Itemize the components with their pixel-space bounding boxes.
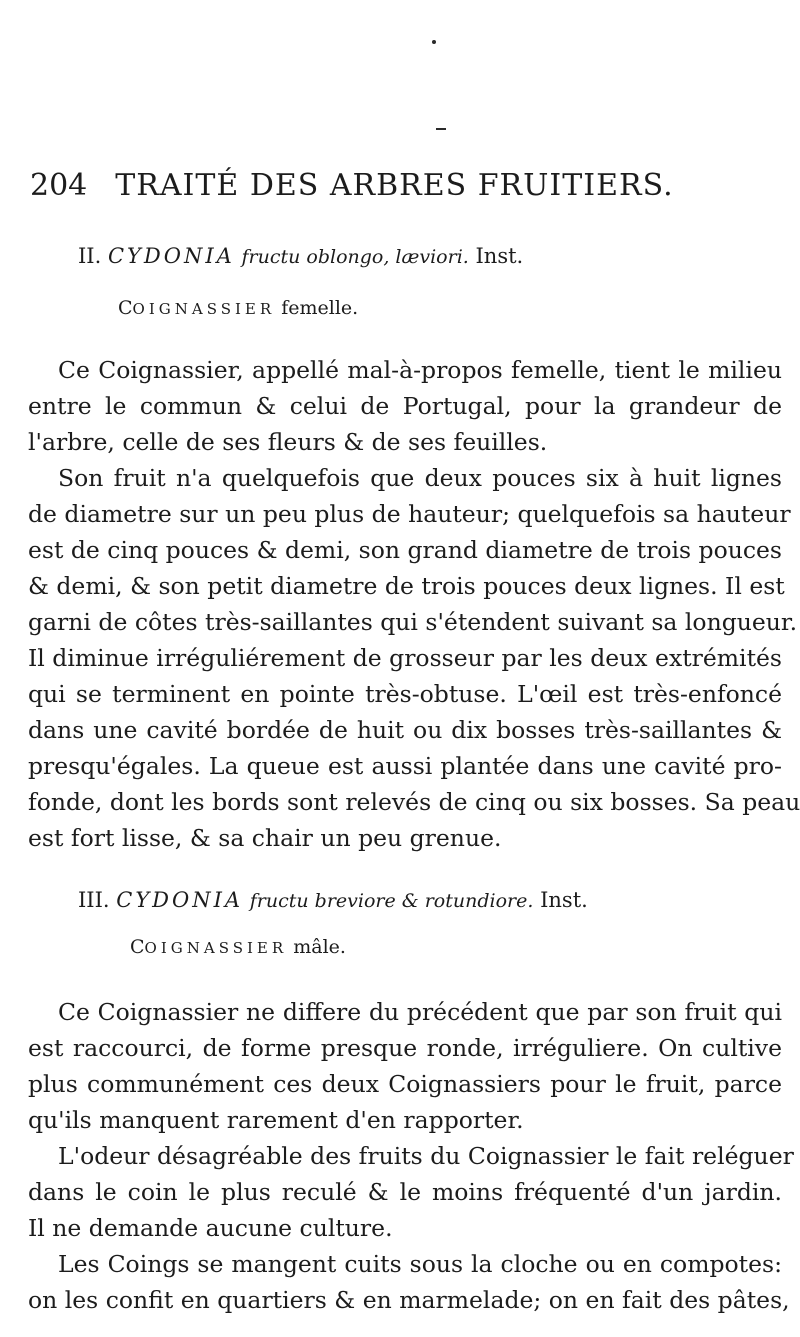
name-initial: C (118, 297, 133, 319)
text-line: L'odeur désagréable des fruits du Coignassier le fait reléguer (58, 1142, 794, 1170)
text-line: l'arbre, celle de ses fleurs & de ses feuilles. (28, 428, 548, 456)
common-name (130, 936, 346, 958)
name-suffix: mâle. (293, 936, 346, 958)
reference: Inst. (540, 888, 588, 912)
text-line: plus communément ces deux Coignassiers pour le fruit, parce (28, 1070, 782, 1098)
text-line: on les confit en quartiers & en marmelade; on en fait des pâtes, (28, 1286, 790, 1314)
text-line: est raccourci, de forme presque ronde, irréguliere. On cultive (28, 1034, 782, 1062)
paragraph (28, 1246, 790, 1318)
text-line: dans le coin le plus reculé & le moins fréquenté d'un jardin. (28, 1178, 782, 1206)
latin-genus: CYDONIA (107, 244, 235, 268)
text-line: qu'ils manquent rarement d'en rapporter. (28, 1106, 524, 1134)
page-number: 204 (30, 168, 88, 203)
latin-description: fructu breviore & rotundiore. (249, 890, 534, 912)
running-title: TRAITÉ DES ARBRES FRUITIERS. (115, 168, 674, 203)
entry-heading (78, 888, 588, 912)
paragraph (28, 352, 782, 460)
text-line: dans une cavité bordée de huit ou dix bosses très-saillantes & (28, 716, 782, 744)
name-suffix: femelle. (281, 297, 359, 319)
text-line: Son fruit n'a quelquefois que deux pouces six à huit lignes (58, 464, 782, 492)
running-head (30, 168, 770, 203)
common-name (118, 297, 358, 319)
text-line: est fort lisse, & sa chair un peu grenue. (28, 824, 502, 852)
text-line: de diametre sur un peu plus de hauteur; quelquefois sa hauteur (28, 500, 791, 528)
paragraph (28, 994, 782, 1138)
text-line: & demi, & son petit diametre de trois pouces deux lignes. Il est (28, 572, 785, 600)
text-line: Il diminue irréguliérement de grosseur par les deux extrémités (28, 644, 782, 672)
text-line: Il ne demande aucune culture. (28, 1214, 393, 1242)
text-line: Ce Coignassier, appellé mal-à-propos femelle, tient le milieu (58, 356, 782, 384)
ink-speck (432, 40, 436, 44)
text-line: garni de côtes très-saillantes qui s'étendent suivant sa longueur. (28, 608, 798, 636)
latin-genus: CYDONIA (116, 888, 244, 912)
text-line: est de cinq pouces & demi, son grand diametre de trois pouces (28, 536, 782, 564)
text-line: qui se terminent en pointe très-obtuse. L'œil est très-enfoncé (28, 680, 782, 708)
name-initial: C (130, 936, 145, 958)
text-line: Ce Coignassier ne differe du précédent que par son fruit qui (58, 998, 782, 1026)
text-line: entre le commun & celui de Portugal, pour la grandeur de (28, 392, 782, 420)
ink-dash (436, 128, 446, 130)
entry-heading (78, 244, 523, 268)
text-line: Les Coings se mangent cuits sous la cloche ou en compotes: (58, 1250, 782, 1278)
text-line: fonde, dont les bords sont relevés de cinq ou six bosses. Sa peau (28, 788, 800, 816)
paragraph (28, 460, 800, 856)
name-small-caps: OIGNASSIER (132, 300, 276, 318)
name-small-caps: OIGNASSIER (144, 939, 288, 957)
latin-description: fructu oblongo, læviori. (241, 246, 469, 268)
paragraph (28, 1138, 794, 1246)
reference: Inst. (475, 244, 524, 268)
entry-numeral: III. (78, 888, 110, 912)
text-line: presqu'égales. La queue est aussi plantée dans une cavité pro- (28, 752, 782, 780)
entry-numeral: II. (78, 244, 102, 268)
